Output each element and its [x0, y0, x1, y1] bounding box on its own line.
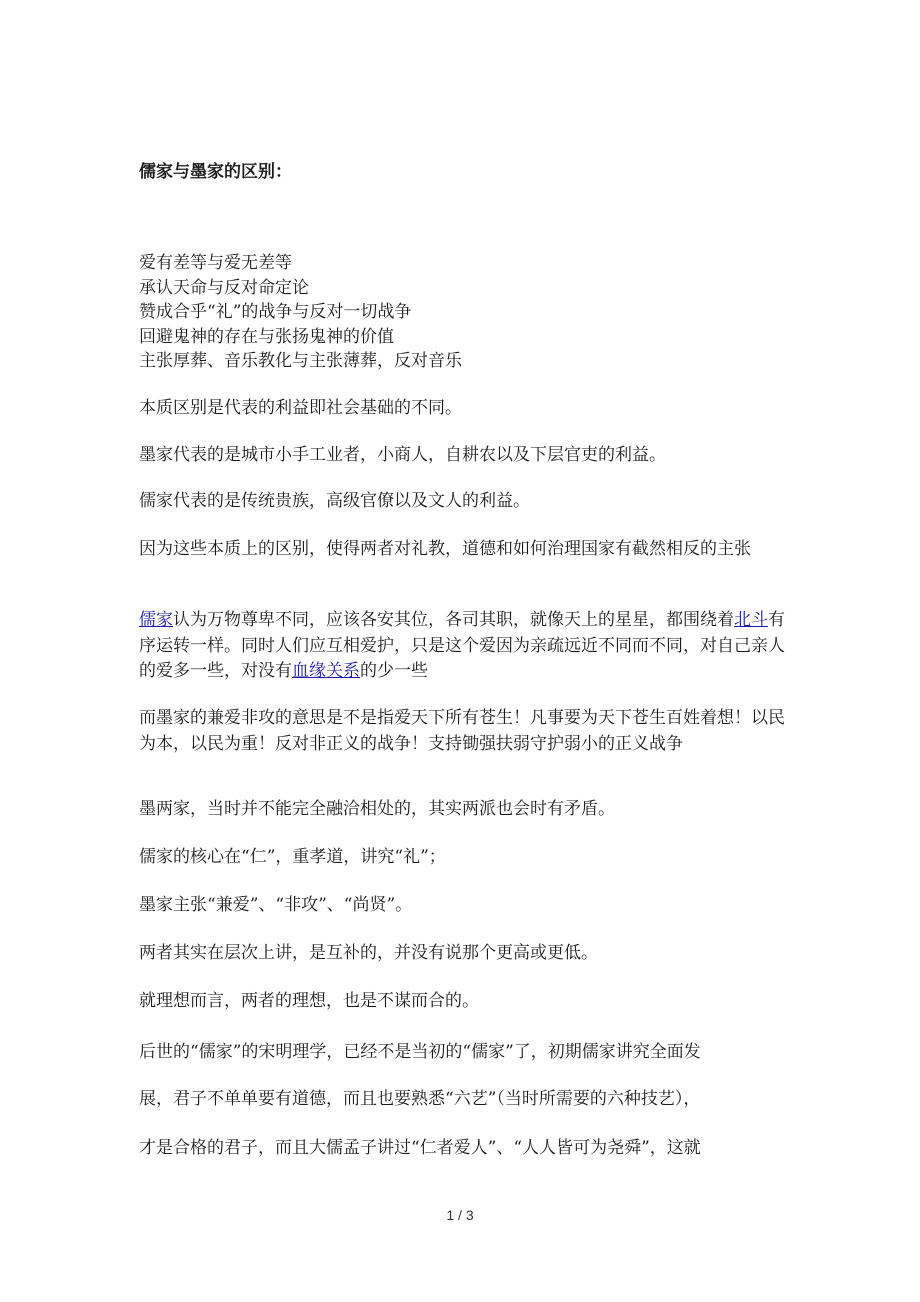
paragraph-complementary: 两者其实在层次上讲，是互补的，并没有说那个更高或更低。	[139, 943, 598, 963]
paragraph-later-line-3: 才是合格的君子，而且大儒孟子讲过“仁者爱人”、“人人皆可为尧舜”，这就	[139, 1138, 701, 1158]
link-xueyuan[interactable]: 血缘关系	[292, 661, 360, 681]
link-beidou[interactable]: 北斗	[734, 610, 768, 630]
list-item: 主张厚葬、音乐教化与主张薄葬，反对音乐	[139, 351, 462, 371]
paragraph-consequence: 因为这些本质上的区别，使得两者对礼教，道德和如何治理国家有截然相反的主张	[139, 539, 751, 559]
paragraph-mohist-view: 而墨家的兼爱非攻的意思是不是指爱天下所有苍生！凡事要为天下苍生百姓着想！以民为本，以民为重！反对非正义的战争！支持锄强扶弱守护弱小的正义战争	[139, 708, 785, 754]
paragraph-text: 的少一些	[360, 661, 428, 681]
paragraph-essence: 本质区别是代表的利益即社会基础的不同。	[139, 398, 462, 418]
list-item: 承认天命与反对命定论	[139, 277, 309, 298]
page-number: 1 / 3	[446, 1207, 474, 1223]
paragraph-later-line-2: 展，君子不单单要有道德，而且也要熟悉“六艺”（当时所需要的六种技艺），	[139, 1089, 701, 1109]
paragraph-confucian-core: 儒家的核心在“仁”，重孝道，讲究“礼”；	[139, 847, 446, 867]
difference-list	[139, 251, 799, 374]
paragraph-later-line-1: 后世的“儒家”的宋明理学，已经不是当初的“儒家”了，初期儒家讲究全面发	[139, 1042, 701, 1062]
paragraph-ideals: 就理想而言，两者的理想，也是不谋而合的。	[139, 991, 479, 1011]
paragraph-conflict: 墨两家，当时并不能完全融洽相处的，其实两派也会时有矛盾。	[139, 799, 615, 819]
document-title: 儒家与墨家的区别：	[139, 162, 292, 182]
paragraph-confucian-interests: 儒家代表的是传统贵族，高级官僚以及文人的利益。	[139, 491, 530, 511]
paragraph-confucian-view	[139, 608, 799, 685]
paragraph-mohist-interests: 墨家代表的是城市小手工业者，小商人，自耕农以及下层官吏的利益。	[139, 445, 666, 465]
paragraph-mohist-core: 墨家主张“兼爱”、“非攻”、“尚贤”。	[139, 895, 413, 915]
list-item: 回避鬼神的存在与张扬鬼神的价值	[139, 326, 394, 347]
paragraph-text: 有序运转一样。同时人们应互相爱护，只是这个爱因为亲疏远近不同而不同，对自己亲人的爱多一些，对没有	[139, 610, 785, 681]
link-rujia[interactable]: 儒家	[139, 610, 173, 630]
list-item: 爱有差等与爱无差等	[139, 253, 292, 273]
paragraph-text: 认为万物尊卑不同，应该各安其位，各司其职，就像天上的星星，都围绕着	[173, 610, 734, 630]
list-item: 赞成合乎“礼”的战争与反对一切战争	[139, 302, 412, 322]
